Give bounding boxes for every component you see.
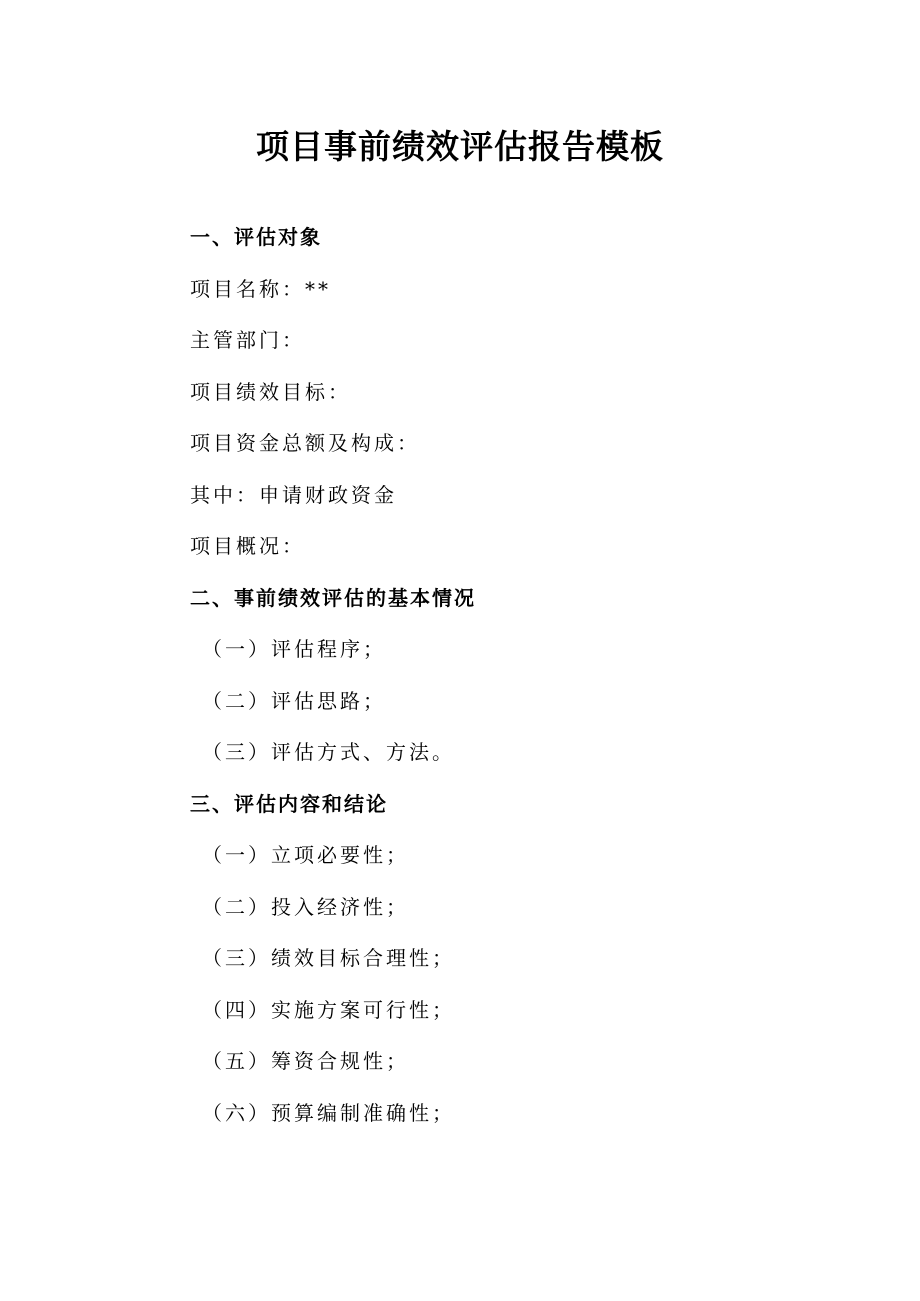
list-item: （四）实施方案可行性； <box>202 998 455 1022</box>
field-supervising-department: 主管部门： <box>190 328 305 352</box>
list-item: （二）评估思路； <box>202 689 386 713</box>
document-title: 项目事前绩效评估报告模板 <box>256 127 664 166</box>
field-fiscal-funding: 其中：申请财政资金 <box>190 483 397 507</box>
section-heading-content-conclusion: 三、评估内容和结论 <box>190 792 388 816</box>
field-project-name: 项目名称：** <box>190 277 331 301</box>
section-heading-evaluation-object: 一、评估对象 <box>190 225 322 249</box>
field-funding-total: 项目资金总额及构成： <box>190 431 420 455</box>
section-heading-basic-situation: 二、事前绩效评估的基本情况 <box>190 586 476 610</box>
list-item: （三）评估方式、方法。 <box>202 740 455 764</box>
list-item: （二）投入经济性； <box>202 895 409 919</box>
list-item: （一）立项必要性； <box>202 843 409 867</box>
field-project-overview: 项目概况： <box>190 534 305 558</box>
list-item: （五）筹资合规性； <box>202 1049 409 1073</box>
list-item: （三）绩效目标合理性； <box>202 946 455 970</box>
list-item: （六）预算编制准确性； <box>202 1101 455 1125</box>
field-performance-target: 项目绩效目标： <box>190 380 351 404</box>
list-item: （一）评估程序； <box>202 637 386 661</box>
